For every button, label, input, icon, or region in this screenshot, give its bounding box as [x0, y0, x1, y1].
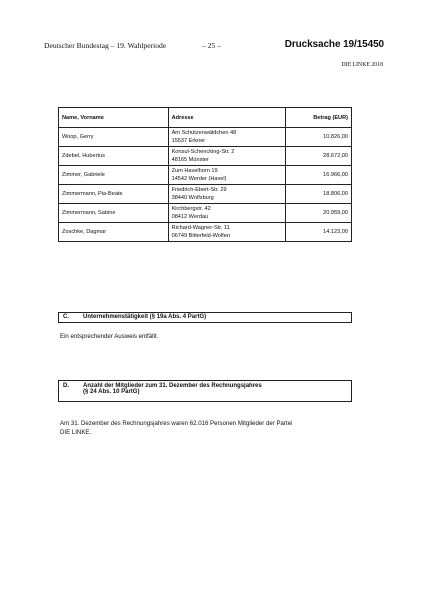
address-street: Zum Havelhorn 19	[171, 168, 218, 174]
cell-name: Zdebel, Hubertus	[59, 147, 169, 166]
section-c-heading	[58, 312, 352, 323]
column-header-amount: Betrag (EUR)	[286, 108, 352, 128]
column-header-address: Adresse	[168, 108, 286, 128]
doc-number: 15450	[356, 39, 384, 50]
cell-amount: 10.826,00	[286, 128, 352, 147]
header-party-year: DIE LINKE 2018	[341, 62, 383, 68]
table-row	[59, 147, 352, 166]
table-row	[59, 185, 352, 204]
address-city: 08412 Werdau	[171, 214, 209, 220]
section-c-text: Ein entsprechender Ausweis entfällt.	[60, 333, 159, 340]
table-row	[59, 204, 352, 223]
address-street: Friedrich-Ebert-Str. 29	[171, 187, 227, 193]
cell-address	[168, 204, 286, 223]
address-street: Am Schützenwäldchen 48	[171, 130, 237, 136]
column-header-name: Name, Vorname	[59, 108, 169, 128]
address-city: 15537 Erkner	[171, 138, 206, 144]
cell-amount: 28.672,00	[286, 147, 352, 166]
cell-amount: 14.123,00	[286, 223, 352, 242]
cell-name: Zoschke, Dagmar	[59, 223, 169, 242]
cell-address	[168, 128, 286, 147]
section-d-text	[60, 420, 360, 437]
cell-address	[168, 185, 286, 204]
table-row	[59, 223, 352, 242]
address-city: 48165 Münster	[171, 157, 209, 163]
header-document-number	[285, 39, 384, 50]
section-d-heading	[58, 380, 352, 402]
address-city: 06749 Bitterfeld-Wolfen	[171, 233, 230, 239]
address-street: Kirchbergstr. 42	[171, 206, 211, 212]
table-header-row	[59, 108, 352, 128]
doc-label: Drucksache 19/	[284, 39, 357, 50]
address-city: 14542 Werder (Havel)	[171, 176, 227, 182]
header-page-number: – 25 –	[202, 41, 221, 50]
cell-address	[168, 223, 286, 242]
cell-amount: 18.806,00	[286, 185, 352, 204]
cell-name: Zimmermann, Sabine	[59, 204, 169, 223]
cell-name: Zimmermann, Pia-Beate	[59, 185, 169, 204]
cell-address	[168, 147, 286, 166]
cell-name: Zimmer, Gabriele	[59, 166, 169, 185]
section-c-title: Unternehmenstätigkeit (§ 19a Abs. 4 PartG)	[83, 314, 207, 320]
table-row	[59, 166, 352, 185]
cell-name: Woop, Gerry	[59, 128, 169, 147]
section-d-title-line1: Anzahl der Mitglieder zum 31. Dezember des Rechnungsjahres	[83, 383, 262, 389]
cell-amount: 20.959,00	[286, 204, 352, 223]
section-d-title-line2: (§ 24 Abs. 10 PartG)	[83, 389, 140, 395]
cell-amount: 16.966,00	[286, 166, 352, 185]
section-d-text-line1: Am 31. Dezember des Rechnungsjahres waren 62.016 Personen Mitglieder der Partei	[60, 420, 293, 427]
address-street: Konsul-Schencking-Str. 2	[171, 149, 235, 155]
address-city: 38440 Wolfsburg	[171, 195, 214, 201]
address-street: Richard-Wagner-Str. 11	[171, 225, 230, 231]
section-c-letter: C.	[63, 314, 69, 320]
cell-address	[168, 166, 286, 185]
donor-table	[58, 107, 352, 242]
header-publication: Deutscher Bundestag – 19. Wahlperiode	[44, 41, 167, 50]
table-row	[59, 128, 352, 147]
section-d-letter: D.	[63, 383, 69, 389]
section-d-text-line2: DIE LINKE.	[60, 428, 92, 436]
